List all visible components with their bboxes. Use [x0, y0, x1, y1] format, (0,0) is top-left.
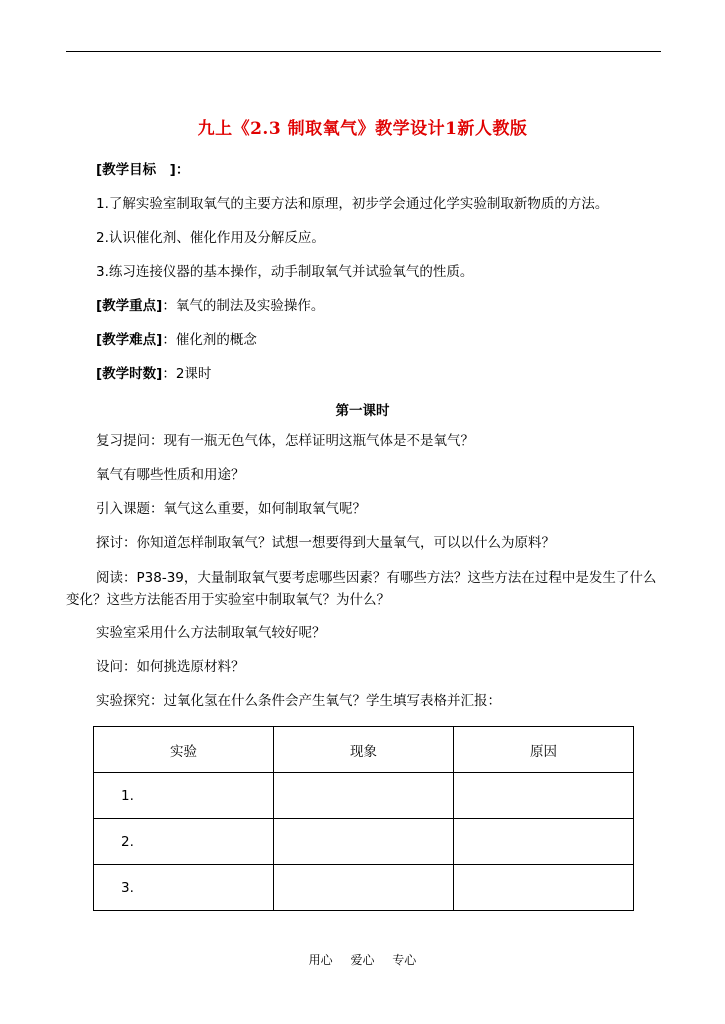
- paragraph-discuss: 探讨：你知道怎样制取氧气？试想一想要得到大量氧气，可以以什么为原料？: [96, 535, 555, 551]
- table-header-cell: 现象: [274, 727, 454, 773]
- difficulty-text: ：催化剂的概念: [162, 332, 257, 348]
- table-row: [94, 819, 634, 865]
- key-point-label: [教学重点]: [96, 298, 163, 314]
- experiment-table: [93, 726, 634, 911]
- table-cell: [274, 819, 454, 865]
- table-header-row: [94, 727, 634, 773]
- table-cell: [454, 773, 634, 819]
- table-row: [94, 865, 634, 911]
- table-cell: 2.: [94, 819, 274, 865]
- table-cell: [454, 865, 634, 911]
- table-cell: [274, 865, 454, 911]
- hours-label: [教学时数]: [96, 366, 163, 382]
- paragraph-intro: 引入课题：氧气这么重要，如何制取氧气呢？: [96, 501, 366, 517]
- paragraph-review: 复习提问：现有一瓶无色气体，怎样证明这瓶气体是不是氧气？: [96, 433, 474, 449]
- hours-text: ：2课时: [162, 366, 212, 382]
- table-header-cell: 原因: [454, 727, 634, 773]
- lesson-heading: 第一课时: [335, 403, 390, 419]
- goals-heading: [教学目标 ]：: [96, 162, 190, 178]
- table-cell: [454, 819, 634, 865]
- difficulty-point: [96, 330, 257, 350]
- goal-2: 2.认识催化剂、催化作用及分解反应。: [96, 230, 325, 246]
- document-title: 九上《2.3 制取氧气》教学设计1新人教版: [197, 119, 528, 139]
- table-cell: [274, 773, 454, 819]
- key-point: [96, 296, 324, 316]
- difficulty-label: [教学难点]: [96, 332, 163, 348]
- key-point-text: ：氧气的制法及实验操作。: [162, 298, 325, 314]
- paragraph-question: 设问：如何挑选原材料？: [96, 659, 245, 675]
- table-cell: 1.: [94, 773, 274, 819]
- teaching-hours: [96, 364, 211, 384]
- table-row: [94, 773, 634, 819]
- page-footer: 用心 爱心 专心: [308, 953, 417, 967]
- goal-1: 1.了解实验室制取氧气的主要方法和原理，初步学会通过化学实验制取新物质的方法。: [96, 196, 609, 212]
- paragraph-properties: 氧气有哪些性质和用途？: [96, 467, 245, 483]
- table-header-cell: 实验: [94, 727, 274, 773]
- goal-3: 3.练习连接仪器的基本操作，动手制取氧气并试验氧气的性质。: [96, 264, 474, 280]
- table-cell: 3.: [94, 865, 274, 911]
- paragraph-experiment: 实验探究：过氧化氢在什么条件会产生氧气？学生填写表格并汇报：: [96, 693, 501, 709]
- paragraph-reading: 阅读：P38-39，大量制取氧气要考虑哪些因素？有哪些方法？这些方法在过程中是发生了什么变化？这些方法能否用于实验室中制取氧气？为什么？: [66, 570, 657, 608]
- paragraph-lab-method: 实验室采用什么方法制取氧气较好呢？: [96, 625, 326, 641]
- header-rule: [66, 51, 661, 52]
